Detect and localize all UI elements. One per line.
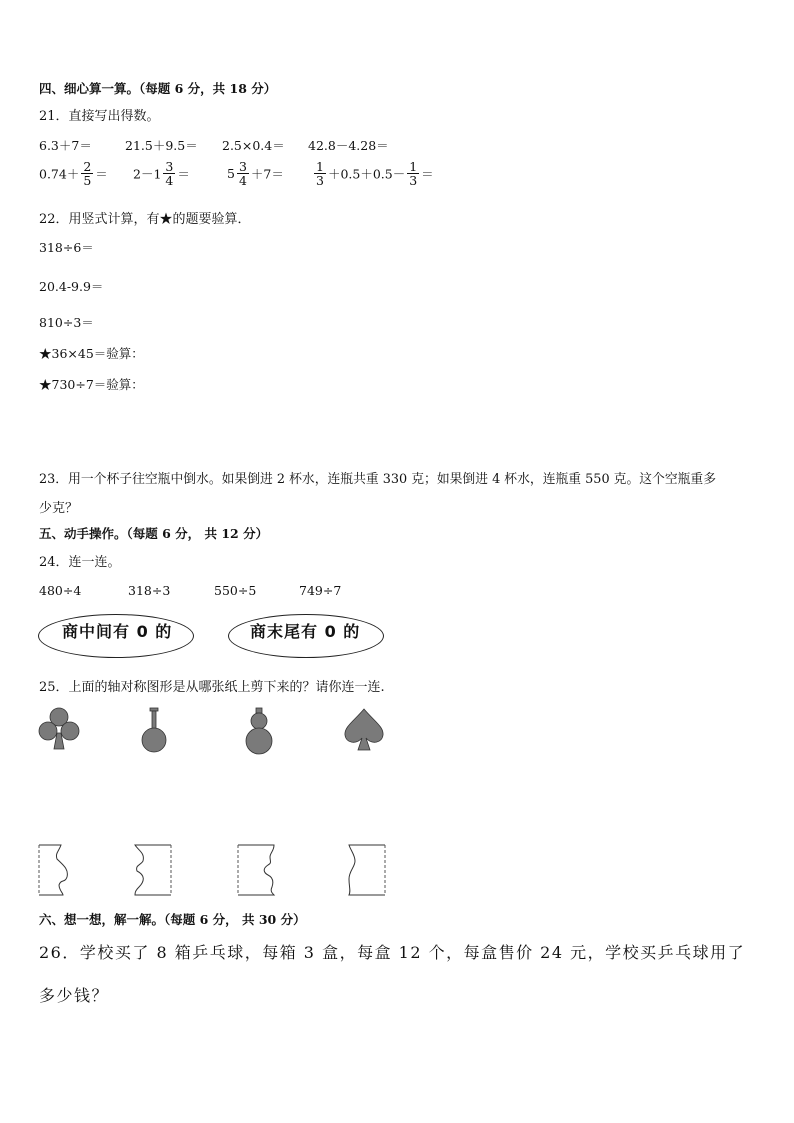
division-item-2: 318÷3: [128, 583, 171, 598]
calc-22-4: ★36×45＝验算：: [39, 346, 144, 361]
ellipse-end-zero-label: 商末尾有 0 的: [250, 622, 361, 641]
expr-21-1: 6.3＋7＝: [39, 138, 92, 153]
expr-21-3: 2.5×0.4＝: [222, 138, 285, 153]
division-item-4: 749÷7: [299, 583, 342, 598]
question-26-line2: 多少钱？: [39, 986, 110, 1005]
question-22-label: 22．用竖式计算，有★的题要验算．: [39, 212, 251, 227]
calc-22-3: 810÷3＝: [39, 315, 94, 330]
expr-21-6: 2－1 $\frac{3}{4}$ ＝: [133, 159, 190, 189]
question-21-label: 21．直接写出得数。: [39, 109, 160, 124]
question-26-line1: 26．学校买了 8 箱乒乓球，每箱 3 盒，每盒 12 个，每盒售价 24 元，学校买乒乓球用了: [39, 943, 746, 962]
paper-cut-2: [131, 843, 173, 897]
bulb-shape-icon: [140, 707, 168, 753]
ellipse-middle-zero-label: 商中间有 0 的: [62, 622, 173, 641]
expr-21-7: 5 $\frac{3}{4}$ ＋7＝: [227, 159, 284, 189]
section-6-heading: 六、想一想，解一解。（每题 6 分， 共 30 分）: [39, 912, 306, 927]
expr-21-5: 0.74＋ $\frac{2}{5}$ ＝: [39, 159, 108, 189]
expr-21-8: $\frac{1}{3}$ ＋0.5＋0.5－ $\frac{1}{3}$ ＝: [316, 159, 434, 189]
expr-21-2: 21.5＋9.5＝: [125, 138, 198, 153]
question-24-label: 24．连一连。: [39, 555, 121, 570]
paper-cut-3: [236, 843, 278, 897]
division-item-1: 480÷4: [39, 583, 82, 598]
question-25-label: 25．上面的轴对称图形是从哪张纸上剪下来的？请你连一连.: [39, 680, 385, 695]
paper-cut-4: [345, 843, 389, 897]
paper-cut-1: [37, 843, 77, 897]
club-shape-icon: [38, 707, 80, 753]
spade-shape-icon: [342, 707, 386, 753]
section-5-heading: 五、动手操作。（每题 6 分， 共 12 分）: [39, 526, 269, 541]
calc-22-1: 318÷6＝: [39, 240, 94, 255]
section-4-heading: 四、细心算一算。（每题 6 分，共 18 分）: [39, 81, 277, 96]
gourd-shape-icon: [243, 707, 275, 755]
question-23-line2: 少克？: [39, 501, 79, 516]
expr-21-4: 42.8－4.28＝: [308, 138, 389, 153]
calc-22-2: 20.4-9.9＝: [39, 279, 104, 294]
question-23-line1: 23．用一个杯子往空瓶中倒水。如果倒进 2 杯水，连瓶共重 330 克；如果倒进 4 杯水，连瓶重 550 克。这个空瓶重多: [39, 472, 717, 487]
calc-22-5: ★730÷7＝验算：: [39, 377, 144, 392]
division-item-3: 550÷5: [214, 583, 257, 598]
